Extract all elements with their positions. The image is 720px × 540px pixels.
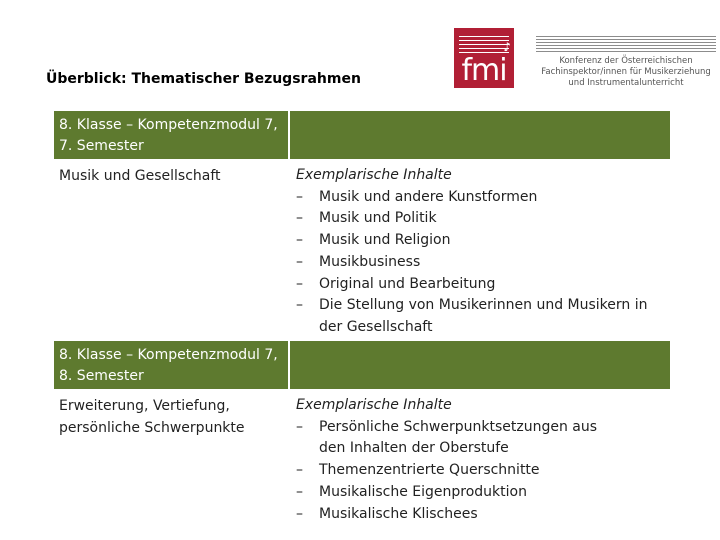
logo-caption — [534, 56, 718, 89]
list-item: – Musik und Religion — [296, 230, 676, 252]
list-item: – Musikbusiness — [296, 252, 676, 274]
section-topic: Musik und Gesellschaft — [59, 168, 221, 184]
section-header-row — [54, 111, 670, 159]
list-item: – Musikalische Eigenproduktion — [296, 482, 676, 504]
logo-caption-line: Fachinspektor/innen für Musikerziehung — [541, 67, 711, 77]
logo-caption-line: Konferenz der Österreichischen — [559, 56, 693, 66]
section-header-row — [54, 341, 670, 389]
fmi-logo — [454, 28, 514, 88]
column-divider — [288, 341, 290, 389]
section-content — [296, 165, 676, 339]
content-list — [296, 417, 676, 526]
section-header-label: 8. Klasse – Kompetenzmodul 7, 8. Semester — [59, 347, 278, 384]
logo-text: fmi — [461, 53, 507, 88]
music-note-icon: ♪ — [503, 40, 511, 54]
list-item: – Persönliche Schwerpunktsetzungen aus den Inhalten der Oberstufe — [296, 417, 619, 460]
content-heading: Exemplarische Inhalte — [296, 167, 452, 183]
logo-caption-line: und Instrumentalunterricht — [568, 78, 684, 88]
page-title: Überblick: Thematischer Bezugsrahmen — [46, 71, 361, 87]
column-divider — [288, 111, 290, 159]
list-item: – Musikalische Klischees — [296, 504, 676, 526]
content-list — [296, 187, 676, 339]
list-item: – Original und Bearbeitung — [296, 274, 676, 296]
section-topic: Erweiterung, Vertiefung, persönliche Schwerpunkte — [59, 398, 245, 436]
section-content — [296, 395, 676, 525]
list-item: – Die Stellung von Musikerinnen und Musikern in der Gesellschaft — [296, 295, 664, 338]
list-item: – Musik und andere Kunstformen — [296, 187, 676, 209]
section-header-label: 8. Klasse – Kompetenzmodul 7, 7. Semester — [59, 117, 278, 154]
list-item: – Themenzentrierte Querschnitte — [296, 460, 676, 482]
content-heading: Exemplarische Inhalte — [296, 397, 452, 413]
logo-decorative-lines — [536, 36, 716, 52]
list-item: – Musik und Politik — [296, 208, 676, 230]
